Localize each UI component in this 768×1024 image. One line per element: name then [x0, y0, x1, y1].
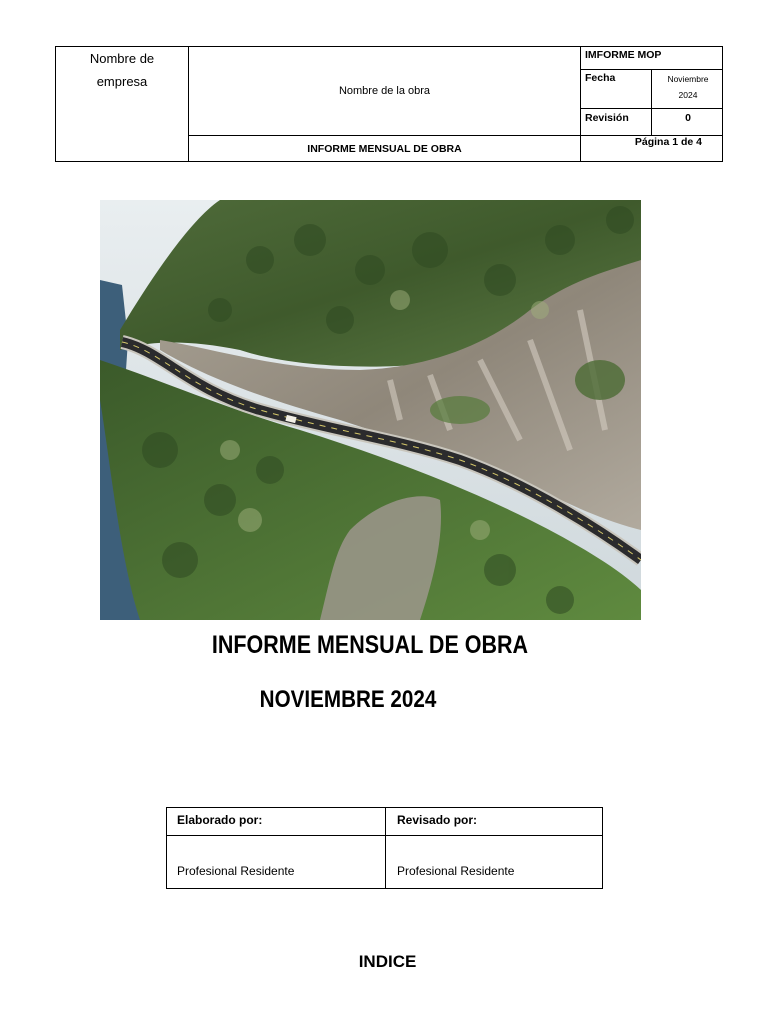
- report-title-header: INFORME MENSUAL DE OBRA: [307, 143, 462, 155]
- fecha-month: Noviembre: [667, 74, 709, 84]
- reviewed-by-label: Revisado por:: [397, 813, 478, 827]
- mop-label: IMFORME MOP: [585, 49, 662, 61]
- road-landscape-image: [100, 200, 641, 620]
- fecha-year: 2024: [678, 90, 698, 100]
- page-number: Página 1 de 4: [634, 136, 702, 148]
- prepared-by-value: Profesional Residente: [177, 864, 295, 878]
- signature-table: [166, 807, 603, 889]
- revision-label: Revisión: [585, 112, 629, 124]
- fecha-label: Fecha: [585, 72, 616, 84]
- index-heading: INDICE: [358, 952, 417, 971]
- obra-name: Nombre de la obra: [338, 85, 431, 97]
- company-name: Nombre de empresa: [89, 51, 155, 89]
- signature-divider: [167, 835, 602, 836]
- header-divider: [580, 108, 722, 109]
- header-divider: [580, 69, 722, 70]
- fecha-value: [652, 71, 724, 103]
- header-table: [55, 46, 723, 162]
- cover-photo: [100, 200, 641, 620]
- signature-divider: [385, 808, 386, 888]
- cover-title: INFORME MENSUAL DE OBRA: [211, 631, 529, 659]
- revision-value: 0: [685, 112, 691, 124]
- cover-subtitle: NOVIEMBRE 2024: [259, 686, 437, 713]
- reviewed-by-value: Profesional Residente: [397, 864, 515, 878]
- prepared-by-label: Elaborado por:: [177, 813, 263, 827]
